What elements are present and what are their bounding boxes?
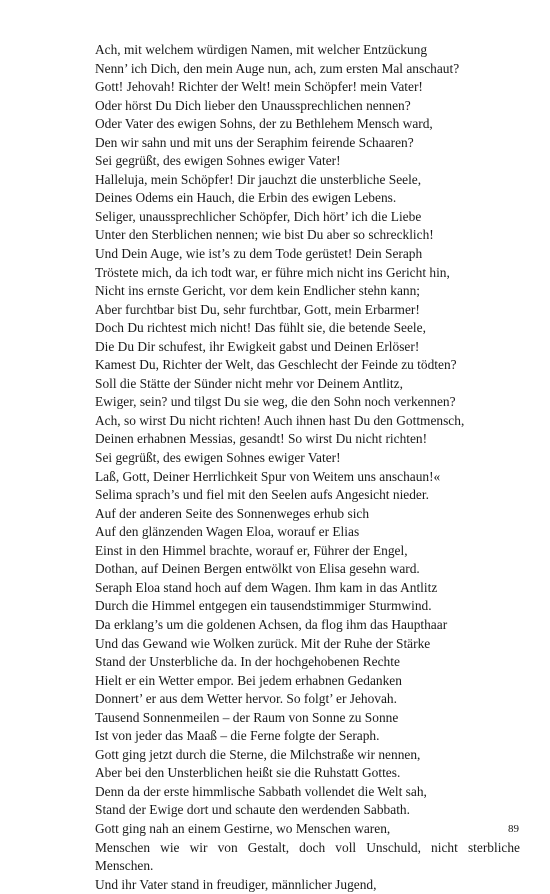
verse-line: Gott ging nah an einem Gestirne, wo Menschen waren, [95,820,391,836]
verse-line: Oder Vater des ewigen Sohns, der zu Bethlehem Mensch ward, [95,116,433,132]
page-number: 89 [508,823,519,835]
verse-line: Menschen. [95,858,154,874]
poem-text [95,41,520,894]
verse-line: Nenn’ ich Dich, den mein Auge nun, ach, zum ersten Mal anschaut? [95,60,460,76]
verse-line: Und ihr Vater stand in freudiger, männlicher Jugend, [95,876,377,892]
verse-line: Denn da der erste himmlische Sabbath vollendet die Welt sah, [95,783,427,799]
verse-line: Gott! Jehovah! Richter der Welt! mein Schöpfer! mein Vater! [95,79,423,95]
verse-line: Ach, mit welchem würdigen Namen, mit welcher Entzückung [95,42,428,57]
verse-line: Gott ging jetzt durch die Sterne, die Milchstraße wir nennen, [95,746,421,762]
verse-line: Auf den glänzenden Wagen Eloa, worauf er Elias [95,524,360,540]
verse-line: Den wir sahn und mit uns der Seraphim feirende Schaaren? [95,134,414,150]
verse-line: Ach, so wirst Du nicht richten! Auch ihnen hast Du den Gottmensch, [95,412,465,428]
verse-line: Ewiger, sein? und tilgst Du sie weg, die den Sohn noch verkennen? [95,394,456,410]
verse-line: Seraph Eloa stand hoch auf dem Wagen. Ihm kam in das Antlitz [95,579,438,595]
verse-line: Aber bei den Unsterblichen heißt sie die Ruhstatt Gottes. [95,765,401,781]
verse-line: Doch Du richtest mich nicht! Das fühlt sie, die betende Seele, [95,320,426,336]
verse-line: Da erklang’s um die goldenen Achsen, da flog ihm das Haupthaar [95,616,448,632]
verse-line: Kamest Du, Richter der Welt, das Geschlecht der Feinde zu tödten? [95,357,457,373]
verse-line: Oder hörst Du Dich lieber den Unaussprechlichen nennen? [95,97,411,113]
verse-line: Und das Gewand wie Wolken zurück. Mit der Ruhe der Stärke [95,635,431,651]
verse-line: Tröstete mich, da ich todt war, er führe mich nicht ins Gericht hin, [95,264,450,280]
verse-line: Halleluja, mein Schöpfer! Dir jauchzt die unsterbliche Seele, [95,171,422,187]
verse-line: Sei gegrüßt, des ewigen Sohnes ewiger Vater! [95,450,341,466]
verse-line: Auf der anderen Seite des Sonnenweges erhub sich [95,505,370,521]
verse-line: Deines Odems ein Hauch, die Erbin des ewigen Lebens. [95,190,397,206]
verse-line: Menschen wie wir von Gestalt, doch voll Unschuld, nicht sterbliche [95,839,520,855]
verse-line: Und Dein Auge, wie ist’s zu dem Tode gerüstet! Dein Seraph [95,246,423,262]
verse-line: Deinen erhabnen Messias, gesandt! So wirst Du nicht richten! [95,431,428,447]
verse-line: Nicht ins ernste Gericht, vor dem kein Endlicher stehn kann; [95,283,421,299]
verse-line: Seliger, unaussprechlicher Schöpfer, Dich hört’ ich die Liebe [95,208,422,224]
verse-line: Tausend Sonnenmeilen – der Raum von Sonne zu Sonne [95,709,399,725]
verse-line: Hielt er ein Wetter empor. Bei jedem erhabnen Gedanken [95,672,402,688]
verse-line: Ist von jeder das Maaß – die Ferne folgte der Seraph. [95,728,380,744]
verse-line: Stand der Ewige dort und schaute den werdenden Sabbath. [95,802,410,818]
verse-line: Durch die Himmel entgegen ein tausendstimmiger Sturmwind. [95,598,432,614]
verse-line: Aber furchtbar bist Du, sehr furchtbar, Gott, mein Erbarmer! [95,301,420,317]
verse-line: Donnert’ er aus dem Wetter hervor. So folgt’ er Jehovah. [95,691,397,707]
verse-line: Selima sprach’s und fiel mit den Seelen aufs Angesicht nieder. [95,487,429,503]
verse-line: Einst in den Himmel brachte, worauf er, Führer der Engel, [95,542,408,558]
verse-line: Dothan, auf Deinen Bergen entwölkt von Elisa gesehn ward. [95,561,420,577]
verse-line: Sei gegrüßt, des ewigen Sohnes ewiger Vater! [95,153,341,169]
verse-line: Unter den Sterblichen nennen; wie bist Du aber so schrecklich! [95,227,434,243]
verse-line: Stand der Unsterbliche da. In der hochgehobenen Rechte [95,654,400,670]
verse-line: Laß, Gott, Deiner Herrlichkeit Spur von Weitem uns anschaun!« [95,468,441,484]
verse-line: Soll die Stätte der Sünder nicht mehr vor Deinem Antlitz, [95,375,403,391]
verse-line: Die Du Dir schufest, ihr Ewigkeit gabst und Deinen Erlöser! [95,338,420,354]
